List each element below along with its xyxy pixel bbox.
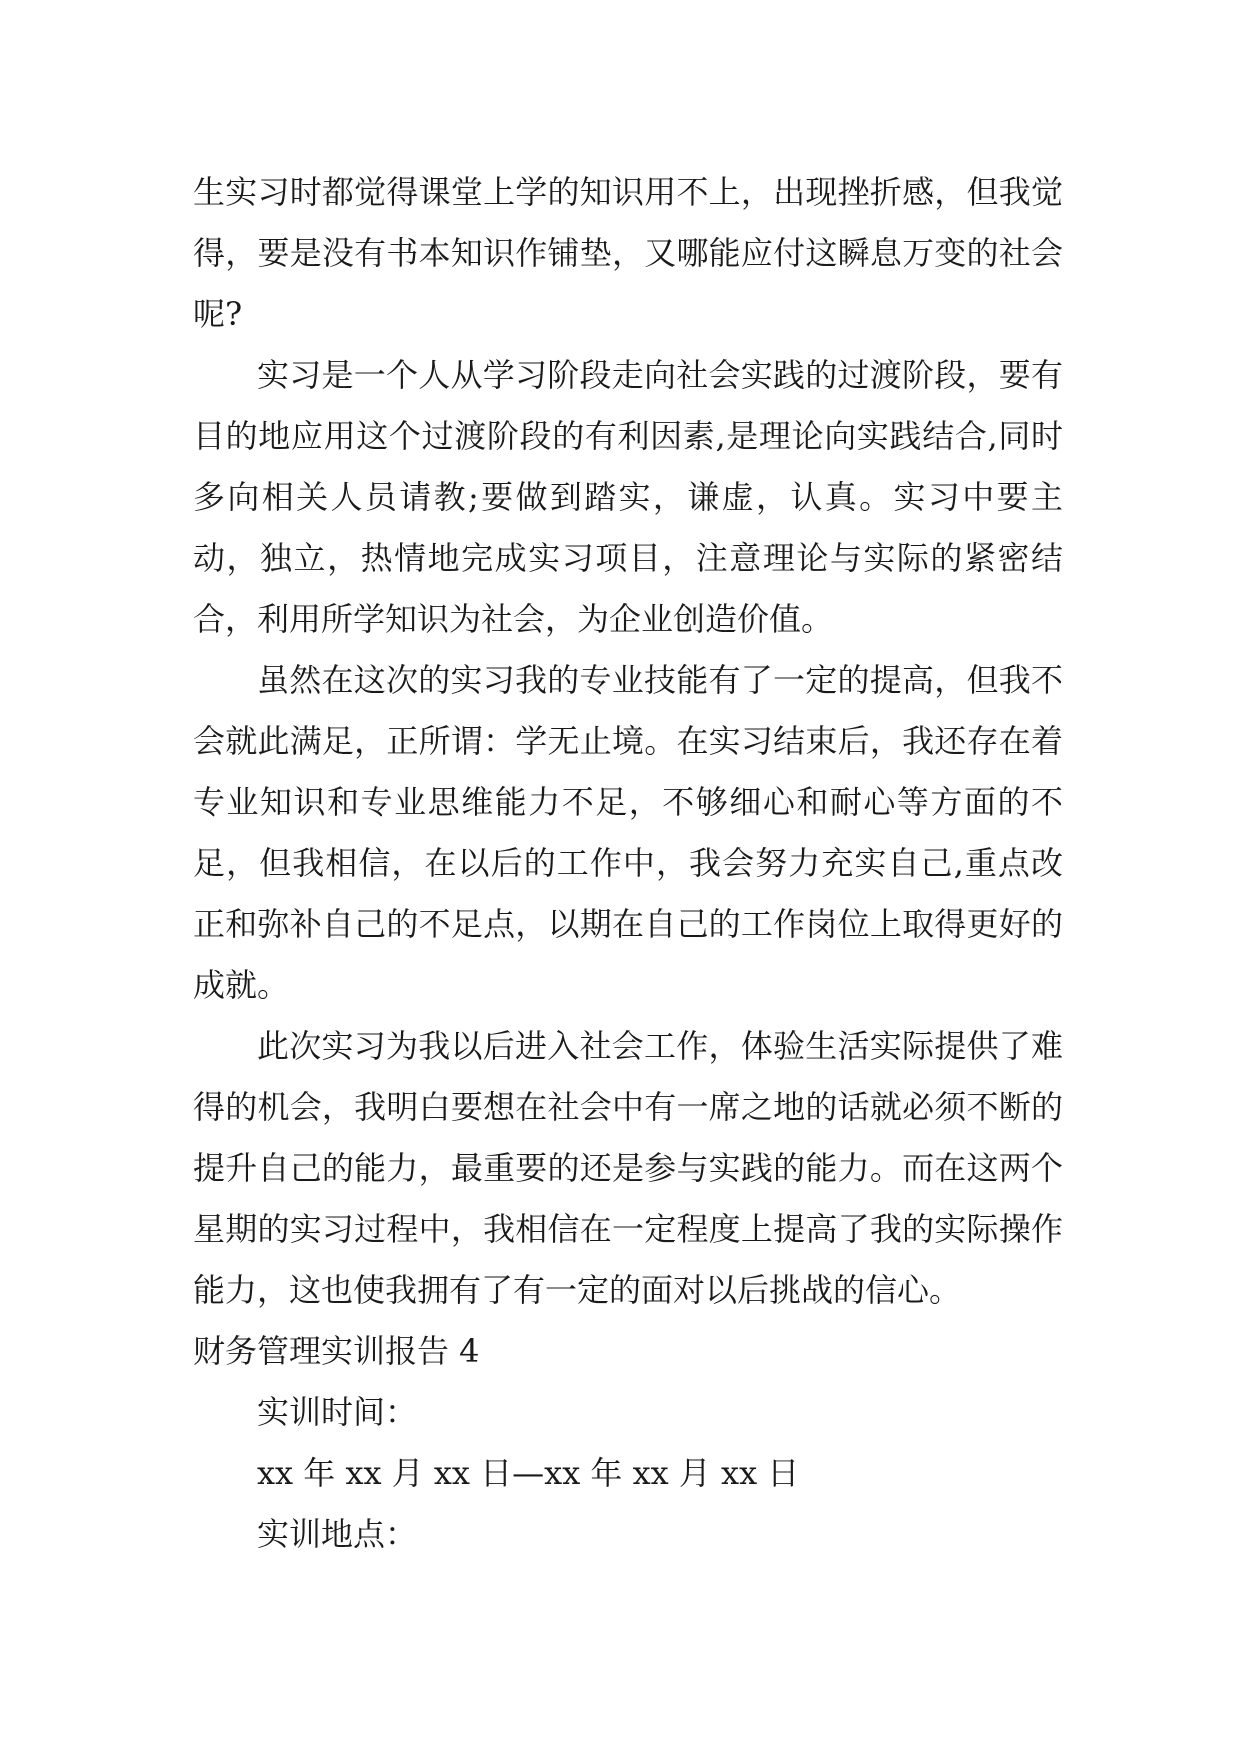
paragraph-opportunity: 此次实习为我以后进入社会工作，体验生活实际提供了难得的机会，我明白要想在社会中有一席之地的话就必须不断的提升自己的能力，最重要的还是参与实践的能力。而在这两个星期的实习过程中，我相信在一定程度上提高了我的实际操作能力，这也使我拥有了有一定的面对以后挑战的信心。 bbox=[193, 1027, 1063, 1309]
document-body bbox=[193, 162, 1063, 1565]
training-time-value: xx 年 xx 月 xx 日—xx 年 xx 月 xx 日 bbox=[257, 1454, 800, 1492]
paragraph-continuation: 生实习时都觉得课堂上学的知识用不上，出现挫折感，但我觉得，要是没有书本知识作铺垫，又哪能应付这瞬息万变的社会呢? bbox=[193, 173, 1063, 333]
paragraph-skills-improvement: 虽然在这次的实习我的专业技能有了一定的提高，但我不会就此满足，正所谓：学无止境。在实习结束后，我还存在着专业知识和专业思维能力不足，不够细心和耐心等方面的不足，但我相信，在以后的工作中，我会努力充实自己,重点改正和弥补自己的不足点，以期在自己的工作岗位上取得更好的成就。 bbox=[193, 661, 1063, 1004]
training-time-label: 实训时间： bbox=[257, 1393, 418, 1431]
paragraph-internship-transition: 实习是一个人从学习阶段走向社会实践的过渡阶段，要有目的地应用这个过渡阶段的有利因素,是理论向实践结合,同时多向相关人员请教;要做到踏实，谦虚，认真。实习中要主动，独立，热情地完成实习项目，注意理论与实际的紧密结合，利用所学知识为社会，为企业创造价值。 bbox=[193, 356, 1063, 638]
section-heading: 财务管理实训报告 4 bbox=[193, 1332, 480, 1370]
training-place-label: 实训地点： bbox=[257, 1515, 418, 1553]
